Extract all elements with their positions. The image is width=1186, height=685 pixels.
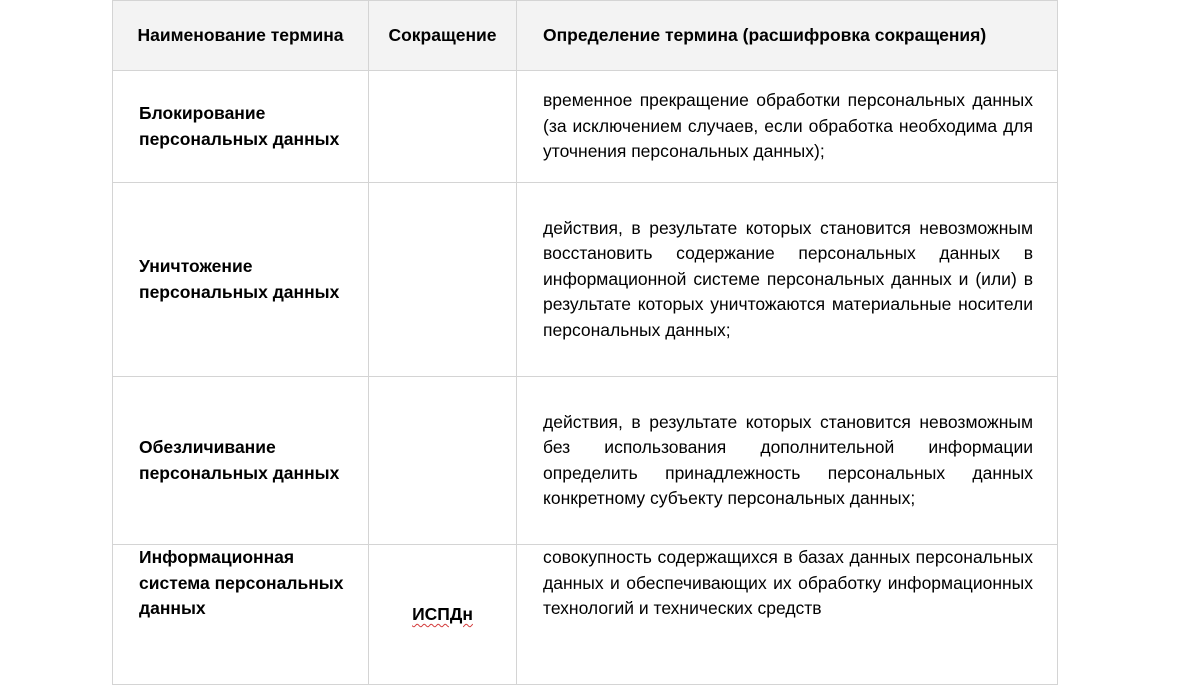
term-cell: Уничтожение персональных данных bbox=[113, 183, 369, 377]
table-row bbox=[113, 71, 1058, 183]
definition-cell: временное прекращение обработки персональных данных (за исключением случаев, если обработка необходима для уточнения персональных данных); bbox=[517, 71, 1058, 183]
abbreviation-text: ИСПДн bbox=[412, 603, 473, 624]
definition-cell: действия, в результате которых становится невозможным восстановить содержание персональных данных в информационной системе персональных данных и (или) в результате которых уничтожаются материальные носители персональных данных; bbox=[517, 183, 1058, 377]
table-row bbox=[113, 183, 1058, 377]
header-abbreviation: Сокращение bbox=[369, 1, 517, 71]
term-cell: Блокирование персональных данных bbox=[113, 71, 369, 183]
terms-table bbox=[112, 0, 1058, 685]
abbreviation-cell bbox=[369, 377, 517, 545]
abbreviation-cell bbox=[369, 183, 517, 377]
table-header-row bbox=[113, 1, 1058, 71]
header-definition: Определение термина (расшифровка сокращения) bbox=[517, 1, 1058, 71]
term-cell: Обезличивание персональных данных bbox=[113, 377, 369, 545]
definition-cell: действия, в результате которых становится невозможным без использования дополнительной информации определить принадлежность персональных данных конкретному субъекту персональных данных; bbox=[517, 377, 1058, 545]
table-row bbox=[113, 377, 1058, 545]
abbreviation-cell bbox=[369, 71, 517, 183]
table-row bbox=[113, 545, 1058, 685]
abbreviation-cell bbox=[369, 545, 517, 685]
definition-cell: совокупность содержащихся в базах данных персональных данных и обеспечивающих их обработку информационных технологий и технических средств bbox=[517, 545, 1058, 685]
header-term: Наименование термина bbox=[113, 1, 369, 71]
term-cell: Информационная система персональных данных bbox=[113, 545, 369, 685]
